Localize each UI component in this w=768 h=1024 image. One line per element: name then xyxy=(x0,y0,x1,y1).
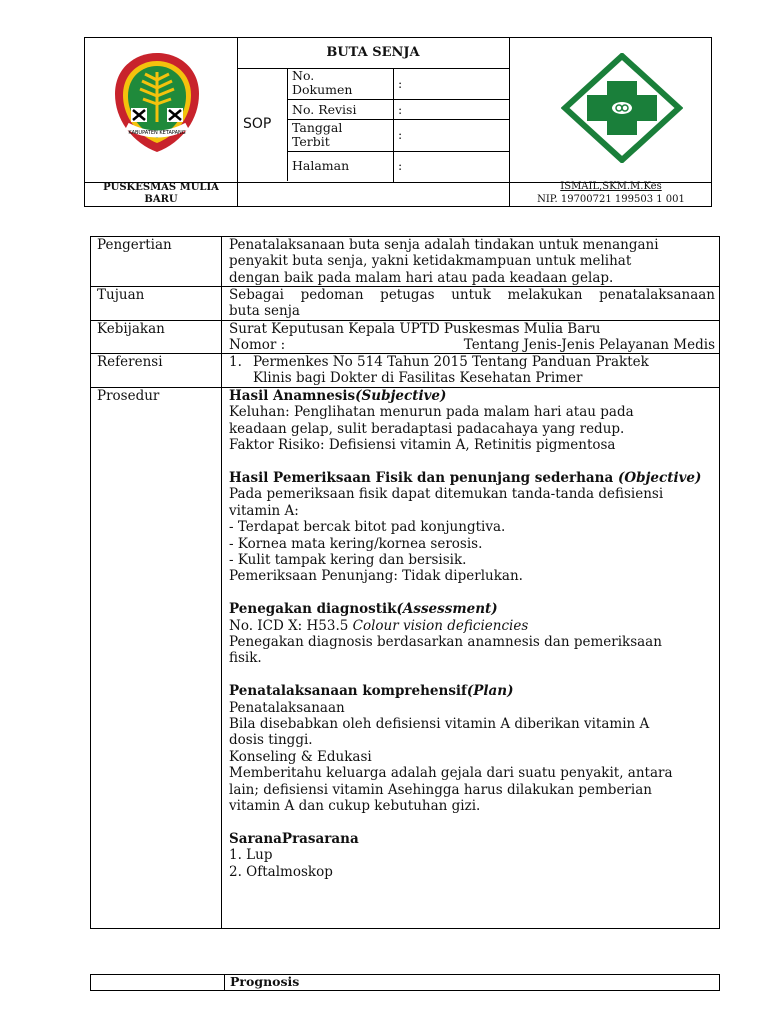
field-value-dokumen: : xyxy=(398,76,403,91)
heading-anamnesis: Hasil Anamnesis(Subjective) xyxy=(229,388,447,404)
field-label-tanggal: Tanggal Terbit xyxy=(292,120,343,149)
signer-nip: NIP. 19700721 199503 1 001 xyxy=(537,194,685,205)
prognosis-label: Prognosis xyxy=(230,974,300,989)
svg-text:KABUPATEN KETAPANG: KABUPATEN KETAPANG xyxy=(128,130,186,136)
label-kebijakan: Kebijakan xyxy=(97,321,165,337)
signer-name: ISMAIL,SKM.M.Kes xyxy=(560,181,662,192)
document-title: BUTA SENJA xyxy=(326,45,420,60)
label-pengertian: Pengertian xyxy=(97,237,172,253)
heading-sarana: SaranaPrasarana xyxy=(229,830,359,847)
sop-content-table xyxy=(90,236,720,929)
value-kebijakan: Surat Keputusan Kepala UPTD Puskesmas Mulia Baru Nomor : Tentang Jenis-Jenis Pelayanan Medis xyxy=(229,321,715,354)
prognosis-row xyxy=(90,974,720,991)
field-value-halaman: : xyxy=(398,158,403,173)
heading-penatalaksanaan: Penatalaksanaan komprehensif(Plan) xyxy=(229,683,514,700)
puskesmas-cross-logo xyxy=(561,53,683,163)
label-tujuan: Tujuan xyxy=(97,287,145,303)
value-tujuan: Sebagai pedoman petugas untuk melakukan penatalaksanaan buta senja xyxy=(229,287,715,320)
sop-label: SOP xyxy=(243,116,272,132)
value-pengertian: Penatalaksanaan buta senja adalah tindakan untuk menangani penyakit buta senja, yakni ketidakmampuan untuk melihat dengan baik pada malam hari atau pada keadaan gelap. xyxy=(229,237,659,286)
heading-diagnostik: Penegakan diagnostik(Assessment) xyxy=(229,601,498,618)
value-referensi: 1. Permenkes No 514 Tahun 2015 Tentang Panduan Praktek Klinis bagi Dokter di Fasilitas Kesehatan Primer xyxy=(229,354,649,387)
label-referensi: Referensi xyxy=(97,354,163,370)
field-label-dokumen: No. Dokumen xyxy=(292,68,353,97)
kabupaten-ketapang-logo xyxy=(107,50,207,155)
field-label-halaman: Halaman xyxy=(292,158,350,173)
sop-header xyxy=(84,37,712,207)
field-label-revisi: No. Revisi xyxy=(292,102,357,117)
org-name: PUSKESMAS MULIA BARU xyxy=(103,182,219,205)
field-value-revisi: : xyxy=(398,102,403,117)
field-value-tanggal: : xyxy=(398,127,403,142)
value-prosedur: Hasil Anamnesis(Subjective) Keluhan: Penglihatan menurun pada malam hari atau pada keadaan gelap, sulit beradaptasi padacahaya yang redup. Faktor Risiko: Defisiensi vitamin A, Retinitis pigmentosa Hasil Pemeriksaan Fisik dan penunjang sederhana (Objective) Pada pemeriksaan fisik dapat ditemukan tanda-tanda defisiensi vitamin A: - Terdapat bercak bitot pad konjungtiva. - Kornea mata kering/kornea serosis. - Kulit tampak kering dan bersisik. Pemeriksaan Penunjang: Tidak diperlukan. Penegakan diagnostik(Assessment) No. ICD X: H53.5 Colour vision deficiencies Penegakan diagnosis berdasarkan anamnesis dan pemeriksaan fisik. Penatalaksanaan komprehensif(Plan) Penatalaksanaan Bila disebabkan oleh defisiensi vitamin A diberikan vitamin A dosis tinggi. Konseling & Edukasi Memberitahu keluarga adalah gejala dari suatu penyakit, antara lain; defisiensi vitamin Asehingga harus dilakukan pemberian vitamin A dan cukup kebutuhan gizi. SaranaPrasarana 1. Lup 2. Oftalmoskop xyxy=(229,388,715,880)
heading-pemeriksaan-fisik: Hasil Pemeriksaan Fisik dan penunjang sederhana (Objective) xyxy=(229,470,702,487)
label-prosedur: Prosedur xyxy=(97,388,160,404)
